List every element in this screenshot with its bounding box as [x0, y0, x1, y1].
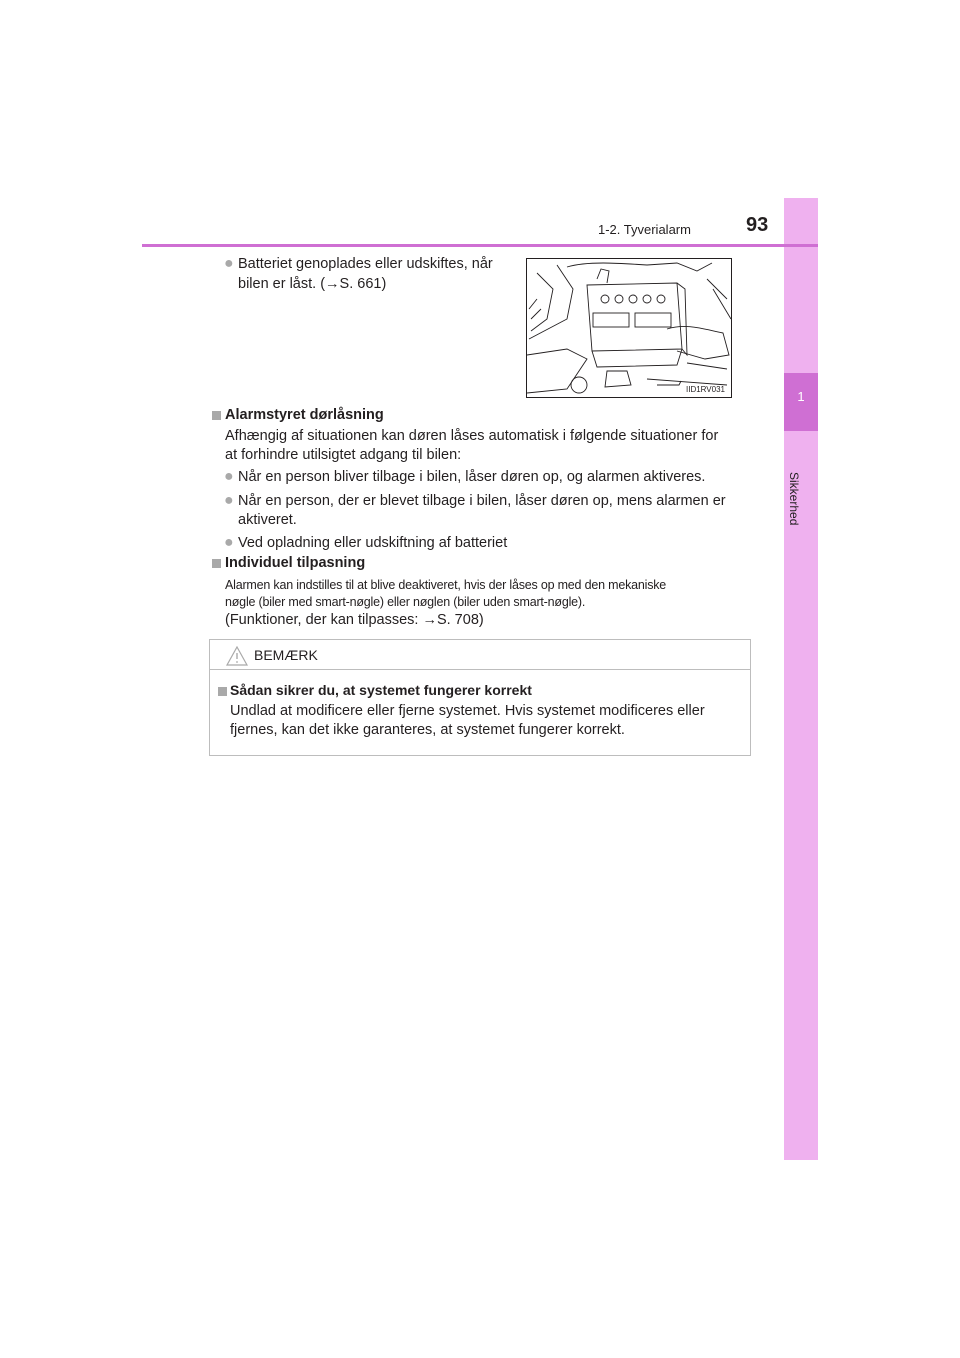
page-number: 93 — [746, 214, 769, 236]
section-square-icon — [212, 559, 221, 568]
notice-divider — [210, 669, 750, 670]
intro-line-2: bilen er låst. (→S. 661) — [238, 276, 387, 292]
section-title: 1-2. Tyverialarm — [598, 222, 691, 237]
chapter-number: 1 — [797, 389, 805, 404]
alarm-lock-title: Alarmstyret dørlåsning — [225, 407, 384, 423]
alarm-lock-desc-2: at forhindre utilsigtet adgang til bilen: — [225, 447, 462, 463]
customization-line-1: Alarmen kan indstilles til at blive deaktiveret, hvis der låses op med den mekaniske — [225, 578, 667, 592]
section-square-icon — [212, 411, 221, 420]
section-square-icon — [218, 687, 227, 696]
bullet-icon: ● — [224, 468, 234, 485]
warning-icon — [226, 646, 248, 666]
customization-title: Individuel tilpasning — [225, 555, 366, 571]
bullet-icon: ● — [224, 255, 234, 272]
alarm-lock-bullet-2-cont: aktiveret. — [238, 512, 297, 528]
alarm-lock-bullet-3: Ved opladning eller udskiftning af batteriet — [238, 535, 508, 551]
notice-box — [209, 639, 751, 756]
alarm-lock-bullet-2: Når en person, der er blevet tilbage i bilen, låser døren op, mens alarmen er — [238, 493, 726, 509]
battery-drawing — [527, 259, 731, 397]
customization-line-2: nøgle (biler med smart-nøgle) eller nøglen (biler uden smart-nøgle). — [225, 595, 586, 609]
figure-code: IID1RV031 — [686, 385, 725, 394]
notice-heading: BEMÆRK — [254, 647, 318, 663]
chapter-tab — [784, 198, 818, 1160]
chapter-label: Sikkerhed — [787, 472, 801, 526]
bullet-icon: ● — [224, 492, 234, 509]
intro-line-1: Batteriet genoplades eller udskiftes, når — [238, 256, 493, 272]
notice-line-1: Undlad at modificere eller fjerne systemet. Hvis systemet modificeres eller — [230, 703, 705, 719]
alarm-lock-desc-1: Afhængig af situationen kan døren låses automatisk i følgende situationer for — [225, 428, 719, 444]
notice-line-2: fjernes, kan det ikke garanteres, at systemet fungerer korrekt. — [230, 722, 625, 738]
battery-illustration — [526, 258, 732, 398]
header-rule — [142, 244, 818, 247]
bullet-icon: ● — [224, 534, 234, 551]
alarm-lock-bullet-1: Når en person bliver tilbage i bilen, låser døren op, og alarmen aktiveres. — [238, 469, 706, 485]
notice-title: Sådan sikrer du, at systemet fungerer korrekt — [230, 682, 532, 698]
customization-line-3: (Funktioner, der kan tilpasses: →S. 708) — [225, 612, 484, 628]
